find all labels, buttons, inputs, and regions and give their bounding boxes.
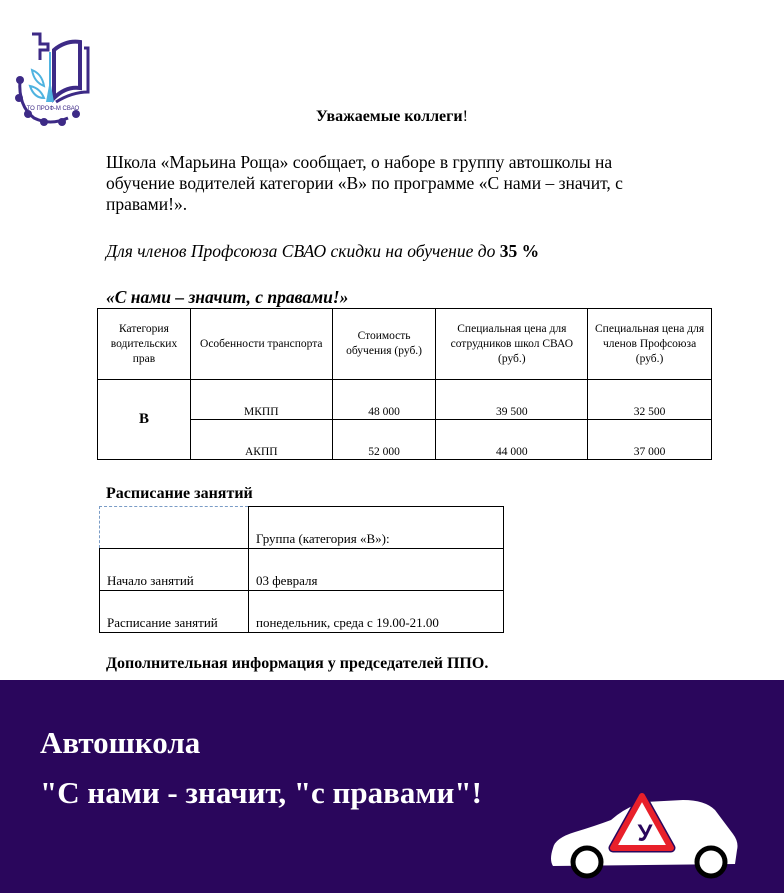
schedule-group-label: Группа (категория «В»): — [249, 507, 504, 549]
table-row — [98, 420, 712, 460]
greeting-heading — [0, 108, 784, 126]
schedule-row-value: понедельник, среда с 19.00-21.00 — [249, 591, 504, 633]
table-row — [98, 380, 712, 420]
discount-text: Для членов Профсоюза СВАО скидки на обучение до — [106, 241, 500, 261]
header-transport: Особенности транспорта — [190, 309, 332, 380]
category-cell: В — [98, 380, 191, 460]
discount-value: 35 % — [499, 241, 540, 261]
cost-cell: 48 000 — [332, 380, 436, 420]
schedule-row-label: Начало занятий — [100, 549, 249, 591]
header-member-price: Специальная цена для членов Профсоюза (руб.) — [588, 309, 712, 380]
header-staff-price: Специальная цена для сотрудников школ СВАО (руб.) — [436, 309, 588, 380]
transmission-cell: МКПП — [190, 380, 332, 420]
sign-letter: У — [637, 820, 653, 847]
footer-note: Дополнительная информация у председателей ППО. — [106, 655, 489, 672]
transmission-cell: АКПП — [190, 420, 332, 460]
schedule-title: Расписание занятий — [106, 485, 253, 502]
schedule-row-label: Расписание занятий — [100, 591, 249, 633]
logo-caption: ТО ПРОФ-М СВАО — [26, 106, 80, 112]
banner-slogan: "С нами - значит, "с правами"! — [40, 775, 482, 810]
header-category: Категория водительских прав — [98, 309, 191, 380]
schedule-table — [99, 506, 504, 633]
greeting-bold: Уважаемые коллеги — [316, 108, 463, 125]
member-price-cell: 32 500 — [588, 380, 712, 420]
intro-paragraph: Школа «Марьина Роща» сообщает, о наборе в группу автошколы на обучение водителей категории «В» по программе «С нами – значит, с правами!». — [106, 152, 623, 214]
program-title: «С нами – значит, с правами!» — [106, 287, 349, 307]
price-table — [97, 308, 712, 460]
staff-price-cell: 39 500 — [436, 380, 588, 420]
schedule-empty-cell — [100, 507, 249, 549]
discount-line — [106, 241, 539, 262]
member-price-cell: 37 000 — [588, 420, 712, 460]
header-cost: Стоимость обучения (руб.) — [332, 309, 436, 380]
schedule-header-row — [100, 507, 504, 549]
greeting-tail: ! — [462, 108, 468, 125]
banner-title: Автошкола — [40, 725, 201, 760]
table-row — [100, 549, 504, 591]
car-icon — [545, 790, 750, 885]
staff-price-cell: 44 000 — [436, 420, 588, 460]
cost-cell: 52 000 — [332, 420, 436, 460]
price-table-header-row — [98, 309, 712, 380]
table-row — [100, 591, 504, 633]
schedule-row-value: 03 февраля — [249, 549, 504, 591]
